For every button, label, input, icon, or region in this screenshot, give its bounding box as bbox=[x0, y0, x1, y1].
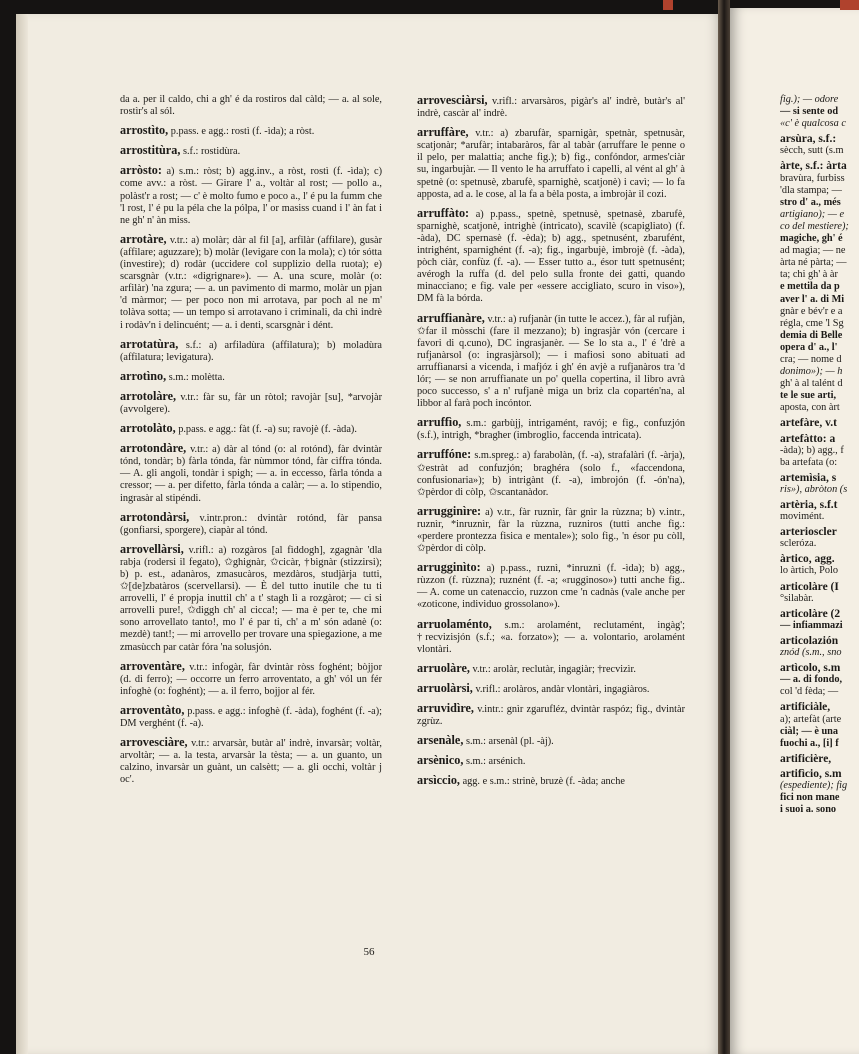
entry-definition: v.tr.: a) zbarufàr, sparnigàr, spetnàr, spetnusàr, scatjonàr; *arufàr; intabaràros, fàr al tabàr (arruffare le penne o il pelo, per malattia; anche fig.); b) fig., confóndor, armes'ciàr su, ingarbujàr. — Il vento le ha arruffato i capelli, al vént al gh' à spetnè (o: spetnusè, zbarufè, sparnighè, scatjonè) i cavì; — lo fa apposta, ad a. le cose, al la fa a bèla posta, a imbrojàr il cozi. bbox=[417, 128, 685, 200]
entry-definition: da a. per il caldo, chi a gh' é da rostiros dal càld; — a. al sole, rostìr's al sól. bbox=[120, 94, 382, 118]
cropped-text-line: «c' è qualcosa c bbox=[780, 118, 846, 130]
entry-definition: v.intr.: gnìr zgarufléz, dvintàr raspóz; fig., dvintàr zgrùz. bbox=[417, 704, 686, 728]
cropped-text-line: opera d' a., l' bbox=[780, 341, 838, 353]
dictionary-entry bbox=[417, 505, 685, 555]
book-gutter bbox=[718, 0, 730, 1054]
cropped-text-line: donimo»); — h bbox=[780, 366, 843, 378]
entry-headword: arrovesciàre, bbox=[120, 735, 188, 750]
entry-headword: arrotatùra, bbox=[120, 336, 179, 351]
dictionary-entry bbox=[417, 734, 685, 748]
cropped-text-line: artifìcio, s.m bbox=[780, 767, 842, 780]
cropped-text-line: a); artefàt (arte bbox=[780, 713, 842, 725]
cropped-text-line: ta; chi gh' à àr bbox=[780, 269, 838, 281]
dictionary-entry bbox=[417, 702, 685, 728]
cropped-text-line: movimént. bbox=[780, 511, 825, 523]
cropped-text-line: ris»), abròton (s bbox=[780, 483, 848, 495]
dictionary-entry bbox=[120, 338, 382, 364]
cropped-text-line: artefàtto: a bbox=[780, 432, 836, 445]
entry-headword: arruolaménto, bbox=[417, 616, 492, 631]
cropped-text-line: aver l' a. di Mi bbox=[780, 293, 845, 305]
cropped-text-line: artificière, bbox=[780, 752, 832, 765]
entry-definition: v.tr.: infogàr, fàr dvintàr ròss foghént; bòjjor (d. di ferro); — occorre un ferro arroventato, a gh' vól un fér infoghè (o: foghént); — a. il ferro, bojjor al fér. bbox=[120, 661, 382, 697]
cropped-text-line: col 'd fèda; — bbox=[780, 686, 839, 698]
cropped-text-line: arsùra, s.f.: bbox=[780, 133, 837, 146]
dictionary-entry bbox=[120, 442, 382, 504]
dictionary-entry bbox=[417, 682, 685, 696]
entry-headword: arrotìno, bbox=[120, 368, 167, 383]
cropped-text-line: i suoi a. sono bbox=[780, 804, 837, 816]
entry-headword: arrotolàre, bbox=[120, 388, 177, 403]
cropped-text-line: artefàre, v.t bbox=[780, 417, 837, 430]
cropped-text-line: artigiano); — e bbox=[780, 208, 845, 220]
entry-definition: v.tr.: a) dàr al tónd (o: al rotónd), fàr dvintàr tónd, tondàr; b) fàrla tónda, fàr nùmmor tónd, fàr cìffra tónda. — A. gli angoli, tondàr i spigh; — a. in eccesso, fàrla tónda a cressor; — a. per difetto, fàrla tónda a calàr; — a. lo stipendio, ingrasàr al stipéndi. bbox=[120, 444, 382, 504]
dictionary-entry bbox=[417, 312, 685, 411]
dictionary-entry bbox=[120, 164, 382, 226]
cropped-text-line: ba artefata (o: bbox=[780, 456, 838, 468]
dictionary-entry bbox=[120, 390, 382, 416]
dictionary-entry bbox=[417, 416, 685, 442]
dictionary-column-middle bbox=[417, 94, 685, 795]
entry-headword: arroventàto, bbox=[120, 702, 185, 717]
cropped-text-line: — a. di fondo, bbox=[780, 674, 843, 686]
dictionary-entry bbox=[120, 543, 382, 654]
entry-headword: arrotondàrsi, bbox=[120, 509, 190, 524]
cropped-text-line: bravùra, furbiss bbox=[780, 172, 845, 184]
cropped-text-line: articolàre (2 bbox=[780, 607, 841, 620]
entry-headword: arruvidìre, bbox=[417, 701, 474, 716]
dictionary-entry bbox=[417, 754, 685, 768]
cropped-text-line: gh' à al talént d bbox=[780, 378, 843, 390]
entry-headword: arsìccio, bbox=[417, 773, 460, 788]
cropped-text-line: te le sue arti, bbox=[780, 390, 837, 402]
entry-definition: v.rifl.: a) rozgàros [al fìddogh], zgagnàr 'dla rabja (rodersi il fegato), ✩ghignàr, ✩cicàr, †bignàr (stizzirsi); b) p. est., adanàros, zmasucàros, mezdàros, studjàrja tutti, ✩[de]zbatàros (scervellarsi). — È del tutto inutile che tu ti arrovelli, l' é propja inuttil ch' a t' stagh lì a rozgàrot; — ci si arrovelli pure!, ✩diggh ch' al cicca!; — ma è per te, che mi sono arrovellato tanto!, mo l' é par ti, ch' a m' són adanè (o: mezdè) tant!; — mi arrovello per trovare una spiegazione, a me zmasùcch par catàr fóra 'na solusjón. bbox=[120, 544, 382, 653]
dictionary-entry bbox=[417, 126, 685, 201]
entry-definition: p.pass. e agg.: fàt (f. -a) su; ravojè (f. -àda). bbox=[178, 424, 357, 436]
cropped-text-line: gnàr e bév'r e a bbox=[780, 305, 843, 317]
cropped-text-line: ciàl; — è una bbox=[780, 725, 839, 737]
entry-headword: arsenàle, bbox=[417, 733, 464, 748]
cropped-text-line: lo àrtich, Polo bbox=[780, 565, 839, 577]
dictionary-entry bbox=[417, 448, 685, 498]
entry-headword: arròsto: bbox=[120, 163, 162, 178]
entry-headword: arrovesciàrsi, bbox=[417, 93, 488, 107]
entry-definition: a) p.pass., ruznì, *inruznì (f. -ìda); b) agg., rùzzon (f. rùzzna); ruznént (f. -a; «rugginoso») tutti anche fig.. — A. come un catenaccio, ruzzon cme 'n cadnàs (vale anche per «zoticone, individuo grossolano»). bbox=[417, 563, 685, 611]
entry-definition: p.pass. e agg.: infoghè (f. -àda), foghént (f. -a); DM verghént (f. -a). bbox=[120, 705, 382, 730]
entry-headword: arruffàre, bbox=[417, 125, 469, 140]
cropped-text-line: — infiammazi bbox=[780, 619, 843, 631]
entry-headword: arrotolàto, bbox=[120, 421, 176, 436]
cropped-text-line: demia di Belle bbox=[780, 329, 843, 341]
dictionary-entry bbox=[417, 618, 685, 656]
cropped-text-line: artèria, s.f.t bbox=[780, 499, 838, 511]
dictionary-entry bbox=[417, 774, 685, 788]
cropped-text-line: artemìsia, s bbox=[780, 471, 837, 484]
dictionary-entry bbox=[120, 124, 382, 138]
cropped-text-line: articolazión bbox=[780, 634, 839, 647]
entry-definition: s.m.: arsénich. bbox=[465, 756, 526, 768]
entry-definition: s.f.: a) arfiladùra (affilatura); b) moladùra (affilatura; levigatura). bbox=[120, 339, 383, 363]
cropped-text-line: ad magìa; — ne bbox=[780, 245, 846, 257]
page-number: 56 bbox=[363, 946, 375, 958]
cropped-text-line: aposta, con àrt bbox=[780, 402, 840, 414]
entry-headword: arrostitùra, bbox=[120, 143, 181, 158]
dictionary-entry bbox=[417, 662, 685, 676]
cropped-text-line: fig.); — odore bbox=[780, 94, 839, 105]
entry-definition: s.m.spreg.: a) farabolàn, (f. -a), strafalàri (f. -àrja), ✩estràt ad confuzjón; braghéra (solo f., «faccendona, confusionaria»); b) intrigànt (f. -a), imbrojón (f. -ón'na), ✩pèrdor di còlp, ✩scantanàdor. bbox=[417, 450, 686, 498]
cropped-text-line: arterioscler bbox=[780, 526, 837, 539]
dictionary-entry bbox=[417, 207, 685, 306]
dictionary-entry bbox=[417, 94, 685, 120]
entry-headword: arruffàto: bbox=[417, 205, 470, 220]
cropped-text-line: cra; — nome d bbox=[780, 353, 842, 365]
bookmark-ribbon-left bbox=[663, 0, 673, 10]
cropped-text-line: -àda); b) agg., f bbox=[780, 444, 844, 456]
entry-definition: a) s.m.: ròst; b) agg.inv., a ròst, rostì (f. -ìda); c) come avv.: a ròst. — Girare l' a., voltàr al rost; — pollo a., polàst'r a rost; — c' è molto fumo e poco a., l' é pu la fumm che 'l rost, l' é pu la péla che la pólpa, l' or masiss cuand i l' àn fat i ne gh' n' àn miss. bbox=[120, 166, 382, 226]
cropped-text-line: (espediente); fig bbox=[780, 779, 848, 791]
entry-headword: arruffóne: bbox=[417, 447, 472, 462]
entry-definition: v.tr.: a) molàr; dàr al fil [a], arfilàr (affilare), gusàr (affilare; aguzzare); b) molàr (levigare con la mola); c) tór sótta (investire); d) rodàr (uccidere col supplizio della ruota); e) scarsgnàr (v.tr.: «digrignare»). — A. una scure, molàr (o: arfilàr) 'na zgura; — a. un pavimento di marmo, molàr un pjan 'd màrmor; — per poco non mi arrotava, par poch al ne m' tolàva sotta; — un tempo si arrotavano i criminali, da chì indrè i rodàv'n i delincuént; — a. i denti, scarsgnàr i dént. bbox=[120, 234, 382, 331]
entry-definition: v.tr.: fàr su, fàr un ròtol; ravojàr [su], *arvojàr (avvolgere). bbox=[120, 391, 382, 415]
entry-definition: v.rifl.: arvarsàros, pigàr's al' indrè, butàr's al' indrè, cascàr al' indrè. bbox=[417, 96, 685, 120]
cropped-text-line: 'dla stampa; — bbox=[780, 184, 842, 196]
entry-definition: s.m.: garbùjj, intrigamént, ravój; e fig., confuzjón (s.f.), intrigh, *bragher (imbroglio, faccenda intricata). bbox=[417, 418, 685, 442]
dictionary-entry bbox=[417, 561, 685, 611]
cropped-text-line: magiche, gh' é bbox=[780, 233, 843, 245]
cropped-text-line: — si sente od bbox=[780, 106, 839, 118]
entry-headword: arrotàre, bbox=[120, 231, 167, 246]
entry-headword: arruffianàre, bbox=[417, 310, 485, 325]
entry-definition: v.tr.: arolàr, reclutàr, ingagiàr; †recvizìr. bbox=[472, 663, 636, 675]
entry-headword: arruolàre, bbox=[417, 660, 470, 675]
entry-headword: arruffìo, bbox=[417, 415, 462, 430]
cropped-text-line: àrte, s.f.: àrta bbox=[780, 160, 847, 173]
dictionary-entry bbox=[120, 422, 382, 436]
dictionary-column-left bbox=[120, 94, 382, 793]
entry-headword: arrugginìto: bbox=[417, 560, 481, 575]
entry-definition: v.tr.: a) rufjanàr (in tutte le accez.), fàr al rufjàn, ✩far il mòsschi (fare il mezzano); b) ingrasjàr vón (cercare i favori di q.cuno), DC ingrasjanèr. — Se lo sta a., l' é 'drè a rufjanàrsol (o: ingrasjàrsol); — i mafiosi sono abituati ad arruffianarsi a vicenda, i mafjóz i gh' én avjè a rufjanàros tra 'd lór; — se non arruffianate un po' quella copertina, il libro avrà poco successo, s' a n' rufjanè miga un briz cla copartén'na, al libbor al farà poch incóntor. bbox=[417, 313, 685, 410]
dictionary-entry bbox=[120, 660, 382, 698]
cropped-text-line: artificiàle, bbox=[780, 701, 831, 714]
dictionary-entry bbox=[120, 736, 382, 786]
bookmark-ribbon-right bbox=[840, 0, 859, 10]
cropped-text-line: e mettila da p bbox=[780, 281, 840, 293]
entry-headword: arrovellàrsi, bbox=[120, 541, 184, 556]
entry-definition: v.rifl.: arolàros, andàr vlontàri, ingagiàros. bbox=[475, 683, 650, 695]
entry-definition: s.m.: arolamént, reclutamént, ingàg'; †recvizisjón (s.f.; «a. forzato»); — a. volontario, arolamént vlontàri. bbox=[417, 619, 685, 655]
cropped-text-line: régla, cme 'l Sg bbox=[780, 317, 844, 329]
cropped-text-line: znód (s.m., sno bbox=[780, 647, 842, 659]
cropped-text-line: fuochi a., [i] f bbox=[780, 737, 839, 749]
entry-headword: arsènico, bbox=[417, 753, 464, 768]
entry-definition: s.f.: rostidùra. bbox=[182, 146, 241, 158]
cropped-text-line: co del mestiere); bbox=[780, 220, 849, 232]
dictionary-entry bbox=[120, 704, 382, 730]
entry-headword: arrugginìre: bbox=[417, 503, 482, 518]
cropped-text-line: àrtico, agg. bbox=[780, 553, 835, 566]
dictionary-entry bbox=[120, 370, 382, 384]
cropped-text-line: artìcolo, s.m bbox=[780, 662, 841, 675]
entry-definition: v.tr.: arvarsàr, butàr al' indrè, invarsàr; voltàr, arvoltàr; — a. la testa, arvarsàr la tèsta; — a. un guanto, un calzino, invarsàr un guànt, un calsètt; — a. gli occhi, voltàr j oc'. bbox=[120, 738, 383, 786]
cropped-text-line: articolàre (I bbox=[780, 580, 839, 593]
entry-headword: arrostìto, bbox=[120, 123, 169, 138]
entry-definition: agg. e s.m.: strinè, bruzè (f. -àda; anche bbox=[462, 776, 625, 788]
entry-headword: arroventàre, bbox=[120, 658, 185, 673]
entry-definition: p.pass. e agg.: rostì (f. -ìda); a ròst. bbox=[170, 126, 315, 138]
dictionary-entry bbox=[120, 233, 382, 332]
entry-definition: a) p.pass., spetnè, spetnusè, spetnasè, zbarufè, sparnighè, scatjonè, intrighè (intricato), scavilè (scapigliato) (f. -àda), DC spernasè (f. -èda); b) agg., spetnusént, zbarufént, intrighént, sparnighént (f. -a); fig., ingarbujè, imbrojè (f. -àda), pòch ciàr, confùz (f. -a). — Esser tutto a., ésor tutt spetnusént; avérogh la ruffa (d. del pelo sulla fronte dei gatti, quando minacciano; e fig. vale per «essere accigliato, scuro in viso»), DM fà la bórda. bbox=[417, 208, 685, 305]
cropped-text-line: fici non mane bbox=[780, 792, 840, 804]
cropped-text-line: stro d' a., més bbox=[780, 196, 841, 208]
entry-definition: s.m.: molètta. bbox=[168, 371, 225, 383]
entry-definition: a) v.tr., fàr ruznìr, fàr gnìr la rùzzna; b) v.intr., ruznìr, *inruznìr, fàr la rùzzna, ruzniros (tutti anche fig.: «perdere prontezza fisica e mentale»); solo fig., 'n ésor pu còll, ✩pèrdor di còlp. bbox=[417, 506, 685, 555]
cropped-text-line: àrta né pàrta; — bbox=[780, 257, 847, 269]
entry-definition: v.intr.pron.: dvintàr rotónd, fàr pansa (gonfiarsi, sporgere), ciapàr al tónd. bbox=[120, 512, 382, 536]
dictionary-entry bbox=[120, 144, 382, 158]
cropped-text-line: sècch, sutt (s.m bbox=[780, 145, 844, 157]
entry-headword: arrotondàre, bbox=[120, 441, 187, 456]
cropped-text-line: °silabàr. bbox=[780, 592, 814, 604]
entry-definition: s.m.: arsenàl (pl. -àj). bbox=[465, 736, 554, 748]
dictionary-entry bbox=[120, 94, 382, 118]
dictionary-column-right-cropped bbox=[780, 94, 859, 816]
dictionary-entry bbox=[120, 511, 382, 537]
cropped-text-line: scleróza. bbox=[780, 538, 817, 550]
entry-headword: arruolàrsi, bbox=[417, 680, 473, 695]
